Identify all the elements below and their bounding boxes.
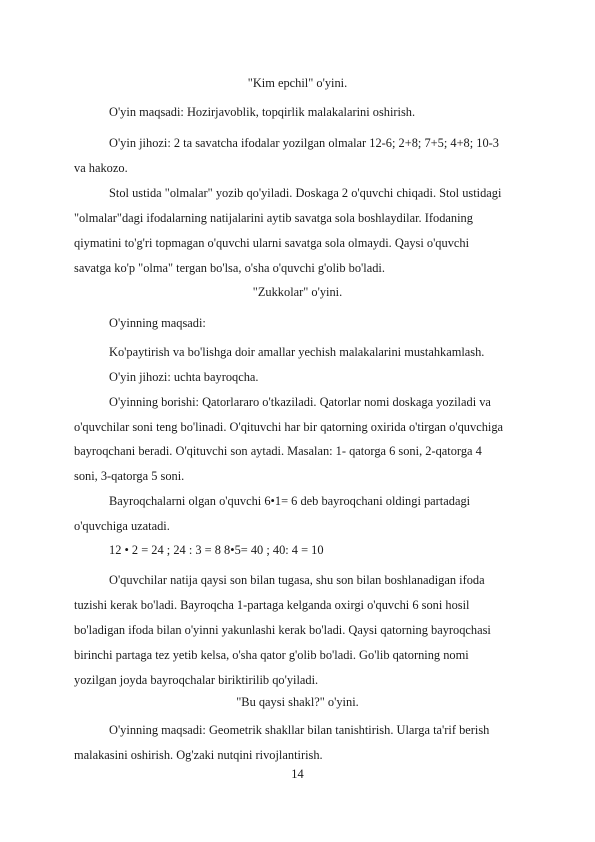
text-line: Ko'paytirish va bo'lishga doir amallar yechish malakalarini mustahkamlash. [109,345,485,359]
text-line: o'quvchiga uzatadi. [74,519,170,533]
text-line: O'yin jihozi: uchta bayroqcha. [109,370,259,384]
text-line: yozilgan joyda bayroqchalar biriktirilib qo'yiladi. [74,673,319,687]
page-number: 14 [291,767,304,781]
text-line: savatga ko'p "olma" tergan bo'lsa, o'sha o'quvchi g'olib bo'ladi. [74,261,385,275]
text-line: O'yin maqsadi: Hozirjavoblik, topqirlik malakalarini oshirish. [109,105,416,119]
heading-kim-epchil: "Kim epchil" o'yini. [247,76,348,90]
text-line: o'quvchilar soni teng bo'linadi. O'qituvchi har bir qatorning oxirida o'tirgan o'quvchiga [74,420,504,434]
text-line: qiymatini to'g'ri topmagan o'quvchi ularni savatga sola olmaydi. Qaysi o'quvchi [74,236,470,250]
text-line: "olmalar"dagi ifodalarning natijalarini aytib savatga sola boshlaydilar. Ifodaning [74,211,473,225]
text-line: bayroqchani beradi. O'qituvchi son aytadi. Masalan: 1- qatorga 6 soni, 2-qatorga 4 [74,444,482,458]
text-line: malakasini oshirish. Og'zaki nutqini rivojlantirish. [74,748,323,762]
text-line: O'yinning borishi: Qatorlararo o'tkaziladi. Qatorlar nomi doskaga yoziladi va [109,395,491,409]
formula-line: 12 • 2 = 24 ; 24 : 3 = 8 8•5= 40 ; 40: 4 = 10 [109,543,324,557]
text-line: O'yinning maqsadi: [109,316,206,330]
text-line: O'quvchilar natija qaysi son bilan tugasa, shu son bilan boshlanadigan ifoda [109,573,485,587]
text-line: Bayroqchalarni olgan o'quvchi 6•1= 6 deb bayroqchani oldingi partadagi [109,494,471,508]
text-line: soni, 3-qatorga 5 soni. [74,469,185,483]
text-line: birinchi partaga tez yetib kelsa, o'sha qator g'olib bo'ladi. Go'lib qatorning nomi [74,648,469,662]
heading-bu-qaysi-shakl: "Bu qaysi shakl?" o'yini. [236,695,359,709]
text-line: Stol ustida "olmalar" yozib qo'yiladi. Doskaga 2 o'quvchi chiqadi. Stol ustidagi [109,186,502,200]
text-line: O'yin jihozi: 2 ta savatcha ifodalar yozilgan olmalar 12-6; 2+8; 7+5; 4+8; 10-3 [109,136,500,150]
text-line: va hakozo. [74,161,128,175]
text-line: O'yinning maqsadi: Geometrik shakllar bilan tanishtirish. Ularga ta'rif berish [109,723,490,737]
text-line: tuzishi kerak bo'ladi. Bayroqcha 1-partaga kelganda oxirgi o'quvchi 6 soni hosil [74,598,470,612]
heading-zukkolar: "Zukkolar" o'yini. [252,285,343,299]
text-line: bo'ladigan ifoda bilan o'yinni yakunlashi kerak bo'ladi. Qaysi qatorning bayroqchasi [74,623,491,637]
